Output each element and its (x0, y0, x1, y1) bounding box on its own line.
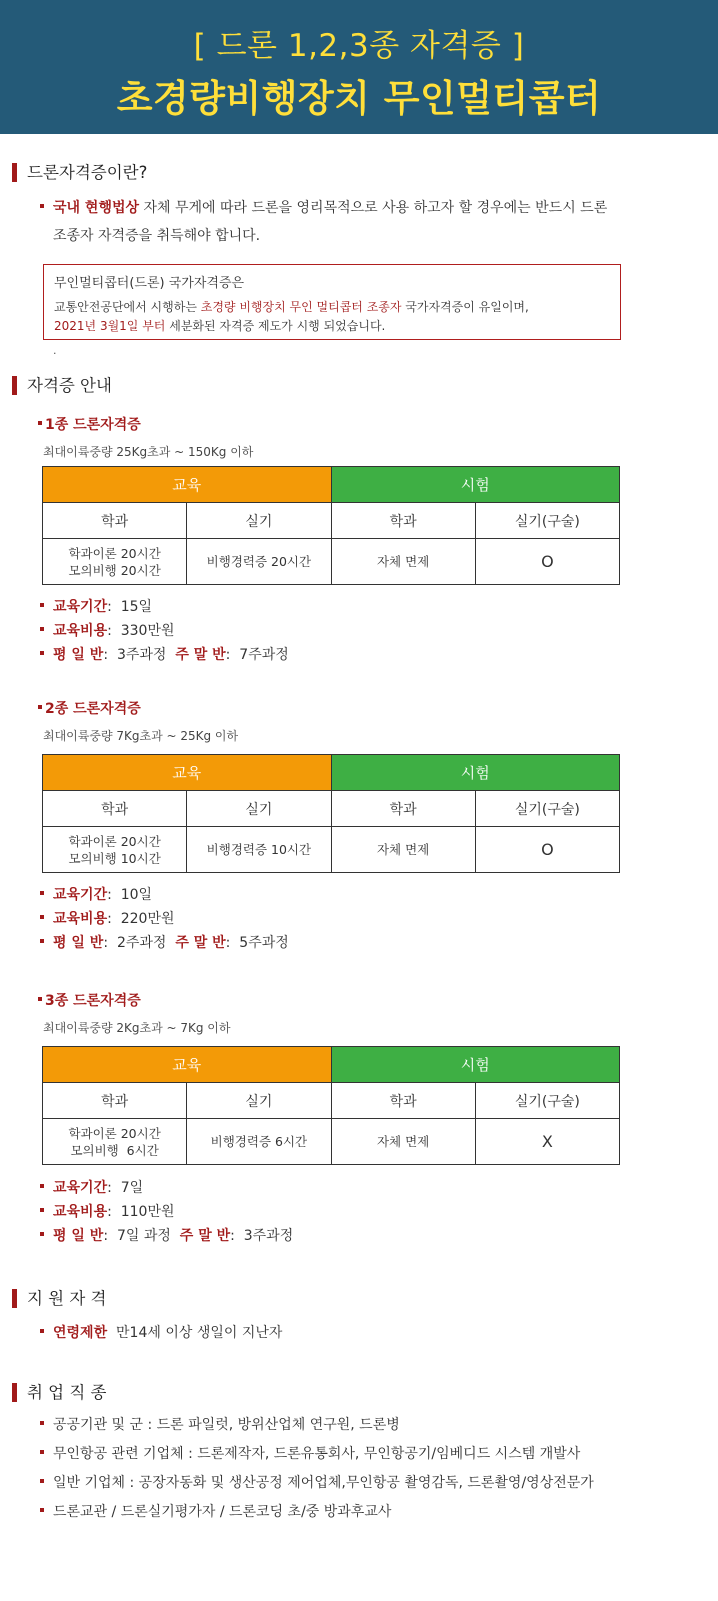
value-period: 10일 (120, 887, 153, 903)
label-weekend: 주 말 반 (175, 647, 226, 663)
cell-practice: 비행경력증 20시간 (187, 539, 331, 585)
section-heading-text: 지 원 자 격 (27, 1289, 107, 1308)
class2-title (38, 698, 141, 718)
exam-header: 시험 (331, 1047, 620, 1083)
intro-red-text: 국내 현행법상 (53, 200, 140, 216)
edu-header: 교육 (43, 755, 332, 791)
section-heading-jobs (12, 1383, 107, 1403)
class3-weight: 최대이륙중량 2Kg초과 ~ 7Kg 이하 (43, 1021, 231, 1035)
bullet-square (40, 1208, 44, 1212)
age-limit-text: 만14세 이상 생일이 지난자 (116, 1325, 283, 1341)
theory-line-1: 학과이론 20시간 (68, 1125, 161, 1141)
class1-table (42, 466, 620, 585)
bullet-square (40, 1450, 44, 1454)
bullet-square (40, 1184, 44, 1188)
cell-exam-oral: O (475, 827, 619, 873)
section-heading-guide (12, 376, 112, 396)
label-weekend: 주 말 반 (175, 935, 226, 951)
class1-title-text: 1종 드론자격증 (45, 417, 141, 433)
cell-practice: 비행경력증 6시간 (187, 1119, 331, 1165)
bullet-square (38, 997, 42, 1001)
heading-bar (12, 1289, 17, 1308)
age-limit-label: 연령제한 (53, 1325, 108, 1341)
col-practice: 실기 (187, 791, 331, 827)
col-theory: 학과 (43, 1083, 187, 1119)
exam-header: 시험 (331, 467, 620, 503)
value-weekday: 7일 과정 (116, 1228, 171, 1244)
value-cost: 110만원 (120, 1204, 175, 1220)
hero-title: 초경량비행장치 무인멀티콥터 (116, 77, 602, 120)
value-weekend: 3주과정 (243, 1228, 294, 1244)
theory-line-1: 학과이론 20시간 (68, 833, 161, 849)
col-theory: 학과 (43, 503, 187, 539)
cell-exam-oral: X (475, 1119, 619, 1165)
col-exam-oral: 실기(구술) (475, 791, 619, 827)
value-cost: 330만원 (120, 623, 175, 639)
label-weekday: 평 일 반 (53, 1228, 104, 1244)
notice-title: 무인멀티콥터(드론) 국가자격증은 (54, 276, 245, 291)
class3-title-text: 3종 드론자격증 (45, 993, 141, 1009)
job-item-text: 드론교관 / 드론실기평가자 / 드론코딩 초/중 방과후교사 (53, 1504, 392, 1520)
value-weekend: 7주과정 (239, 647, 289, 663)
notice-l1-red: 초경량 비행장치 무인 멀티콥터 조종자 (200, 300, 402, 314)
class1-title (38, 414, 141, 434)
list-item (40, 1411, 594, 1440)
section-heading-what-is (12, 163, 147, 183)
bullet-square (38, 421, 42, 425)
notice-l2-b: 세분화된 자격증 제도가 시행 되었습니다. (165, 319, 386, 333)
class3-table (42, 1046, 620, 1165)
label-period: 교육기간 (53, 1180, 108, 1196)
cell-exam-theory: 자체 면제 (331, 539, 475, 585)
value-cost: 220만원 (120, 911, 175, 927)
label-cost: 교육비용 (53, 911, 108, 927)
col-practice: 실기 (187, 503, 331, 539)
label-period: 교육기간 (53, 887, 108, 903)
label-cost: 교육비용 (53, 623, 108, 639)
notice-l1-b: 국가자격증이 유일이며, (401, 300, 529, 314)
col-exam-theory: 학과 (331, 1083, 475, 1119)
notice-line-1 (54, 298, 610, 317)
heading-bar (12, 1383, 17, 1402)
cell-exam-theory: 자체 면제 (331, 827, 475, 873)
hero-banner (0, 0, 718, 134)
cell-practice: 비행경력증 10시간 (187, 827, 331, 873)
label-weekday: 평 일 반 (53, 935, 104, 951)
bullet-square (40, 1421, 44, 1425)
bullet-square (40, 603, 44, 607)
exam-header: 시험 (331, 755, 620, 791)
value-period: 7일 (120, 1180, 144, 1196)
class2-weight: 최대이륙중량 7Kg초과 ~ 25Kg 이하 (43, 729, 239, 743)
intro-paragraph (40, 194, 680, 250)
bullet-square (40, 1479, 44, 1483)
notice-l2-red: 2021년 3월1일 부터 (54, 319, 166, 333)
notice-line-2 (54, 317, 610, 336)
job-item-text: 일반 기업체 : 공장자동화 및 생산공정 제어업체,무인항공 촬영감독, 드론촬영/영상전문가 (53, 1475, 594, 1491)
section-heading-text: 자격증 안내 (27, 376, 112, 395)
hero-subtitle: [ 드론 1,2,3종 자격증 ] (193, 28, 525, 64)
value-period: 15일 (120, 599, 153, 615)
intro-text-1: 자체 무게에 따라 드론을 영리목적으로 사용 하고자 할 경우에는 반드시 드론 (139, 200, 608, 216)
stray-dot: . (53, 344, 57, 357)
class3-title (38, 990, 141, 1010)
job-item-text: 무인항공 관련 기업체 : 드론제작자, 드론유통회사, 무인항공기/임베디드 시스템 개발사 (53, 1446, 581, 1462)
col-exam-theory: 학과 (331, 791, 475, 827)
cell-theory (43, 827, 187, 873)
bullet-square (40, 1329, 44, 1333)
edu-header: 교육 (43, 467, 332, 503)
edu-header: 교육 (43, 1047, 332, 1083)
section-heading-text: 취 업 직 종 (27, 1383, 107, 1402)
value-weekend: 5주과정 (239, 935, 289, 951)
heading-bar (12, 163, 17, 182)
class2-info: 교육기간: 10일 교육비용: 220만원 평 일 반: 2주과정 주 말 반: 5주과정 (40, 883, 289, 955)
list-item (40, 1498, 594, 1527)
heading-bar (12, 376, 17, 395)
bullet-square (40, 915, 44, 919)
class2-title-text: 2종 드론자격증 (45, 701, 141, 717)
bullet-square (40, 651, 44, 655)
value-weekday: 2주과정 (116, 935, 167, 951)
notice-l1-a: 교통안전공단에서 시행하는 (54, 300, 201, 314)
list-item (40, 1440, 594, 1469)
cell-theory (43, 539, 187, 585)
section-heading-eligibility (12, 1289, 107, 1309)
bullet-square (38, 705, 42, 709)
bullet-square (40, 204, 44, 208)
section-heading-text: 드론자격증이란? (27, 163, 148, 182)
label-weekend: 주 말 반 (179, 1228, 231, 1244)
theory-line-1: 학과이론 20시간 (68, 545, 161, 561)
intro-text-2: 조종자 자격증을 취득해야 합니다. (53, 228, 261, 244)
theory-line-2: 모의비행 6시간 (70, 1142, 159, 1158)
list-item (40, 1469, 594, 1498)
col-exam-oral: 실기(구술) (475, 503, 619, 539)
bullet-square (40, 1508, 44, 1512)
label-weekday: 평 일 반 (53, 647, 104, 663)
cell-exam-theory: 자체 면제 (331, 1119, 475, 1165)
cell-exam-oral: O (475, 539, 619, 585)
label-cost: 교육비용 (53, 1204, 108, 1220)
theory-line-2: 모의비행 20시간 (68, 562, 161, 578)
col-exam-oral: 실기(구술) (475, 1083, 619, 1119)
notice-box (43, 264, 621, 340)
class3-info: 교육기간: 7일 교육비용: 110만원 평 일 반: 7일 과정 주 말 반: 3주과정 (40, 1176, 293, 1248)
job-item-text: 공공기관 및 군 : 드론 파일럿, 방위산업체 연구원, 드론병 (53, 1417, 400, 1433)
bullet-square (40, 627, 44, 631)
class1-info: 교육기간: 15일 교육비용: 330만원 평 일 반: 3주과정 주 말 반: 7주과정 (40, 595, 289, 667)
cell-theory (43, 1119, 187, 1165)
col-theory: 학과 (43, 791, 187, 827)
theory-line-2: 모의비행 10시간 (68, 850, 161, 866)
bullet-square (40, 891, 44, 895)
bullet-square (40, 1232, 44, 1236)
label-period: 교육기간 (53, 599, 108, 615)
col-practice: 실기 (187, 1083, 331, 1119)
class2-table (42, 754, 620, 873)
eligibility-list (40, 1319, 282, 1348)
jobs-list (40, 1411, 594, 1527)
col-exam-theory: 학과 (331, 503, 475, 539)
bullet-square (40, 939, 44, 943)
value-weekday: 3주과정 (116, 647, 167, 663)
class1-weight: 최대이륙중량 25Kg초과 ~ 150Kg 이하 (43, 445, 254, 459)
